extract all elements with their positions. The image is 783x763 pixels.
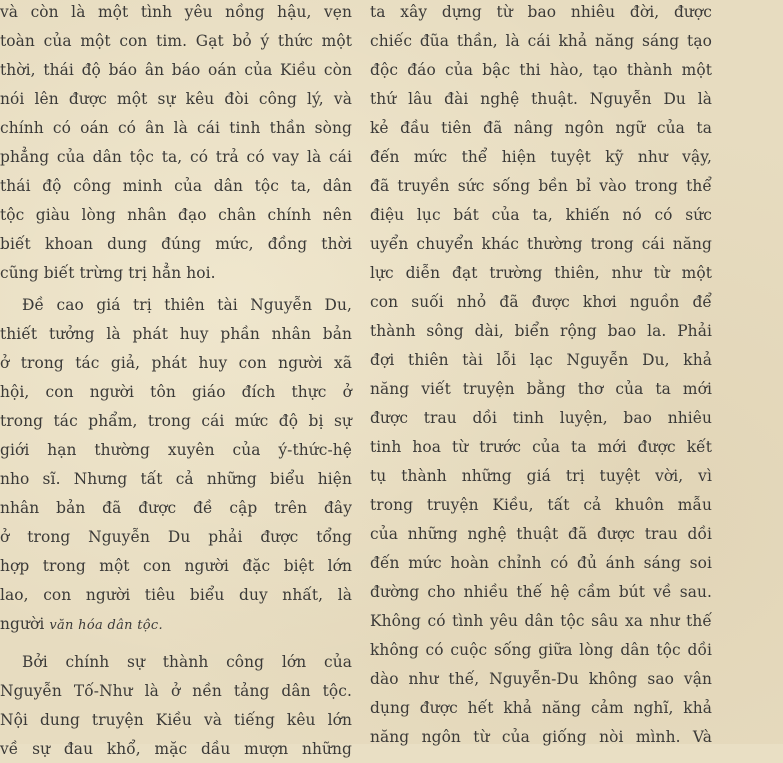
- text-line: lao, con người tiêu biểu duy nhất, là: [0, 586, 352, 604]
- italic-emphasis: văn hóa dân tộc.: [49, 618, 163, 633]
- text-line: đến mức hoàn chỉnh có đủ ánh sáng soi: [370, 554, 712, 572]
- text-line: hội, con người tôn giáo đích thực ở: [0, 383, 352, 401]
- text-line: thái độ công minh của dân tộc ta, dân: [0, 177, 352, 195]
- text-line: nói lên được một sự kêu đòi công lý, và: [0, 90, 352, 108]
- text-line: thiết tưởng là phát huy phần nhân bản: [0, 325, 352, 343]
- text-line: giới hạn thường xuyên của ý-thức-hệ: [0, 441, 352, 459]
- text-line: của những nghệ thuật đã được trau dồi: [370, 525, 712, 543]
- text-line: đường cho nhiều thế hệ cầm bút về sau.: [370, 583, 712, 601]
- text-line: chính có oán có ân là cái tinh thần sòng: [0, 119, 352, 137]
- text-line: ta xây dựng từ bao nhiêu đời, được: [370, 3, 712, 21]
- text-line: biết khoan dung đúng mức, đồng thời: [0, 235, 352, 253]
- text-line: chiếc đũa thần, là cái khả năng sáng tạo: [370, 32, 712, 50]
- text-line: tụ thành những giá trị tuyệt vời, vì: [370, 467, 712, 485]
- paragraph-start-line: Đề cao giá trị thiên tài Nguyễn Du,: [22, 296, 352, 314]
- text-line: đến mức thể hiện tuyệt kỹ như vậy,: [370, 148, 712, 166]
- paragraph-end-line: cũng biết trừng trị hẳn hoi.: [0, 264, 216, 282]
- text-line: dào như thế, Nguyễn-Du không sao vận: [370, 670, 712, 688]
- text-line: thành sông dài, biển rộng bao la. Phải: [370, 322, 712, 340]
- text-segment: người: [0, 615, 50, 633]
- text-line: đợi thiên tài lỗi lạc Nguyễn Du, khả: [370, 351, 712, 369]
- text-line: thời, thái độ báo ân báo oán của Kiều còn: [0, 61, 352, 79]
- text-line: thứ lâu đài nghệ thuật. Nguyễn Du là: [370, 90, 712, 108]
- text-line: Không có tình yêu dân tộc sâu xa như thế: [370, 612, 712, 630]
- text-line: tinh hoa từ trước của ta mới được kết: [370, 438, 712, 456]
- text-line: phẳng của dân tộc ta, có trả có vay là cái: [0, 148, 352, 166]
- paragraph-start-line: Bởi chính sự thành công lớn của: [22, 653, 352, 671]
- text-line: nhân bản đã được đề cập trên đây: [0, 499, 352, 517]
- text-line: đã truyền sức sống bền bỉ vào trong thể: [370, 177, 712, 195]
- text-line: lực diễn đạt trường thiên, như từ một: [370, 264, 712, 282]
- text-line: toàn của một con tim. Gạt bỏ ý thức một: [0, 32, 352, 50]
- text-line: trong truyện Kiều, tất cả khuôn mẫu: [370, 496, 712, 514]
- text-line: hợp trong một con người đặc biệt lớn: [0, 557, 352, 575]
- text-line: uyển chuyển khác thường trong cái năng: [370, 235, 712, 253]
- text-line: ở trong Nguyễn Du phải được tổng: [0, 528, 352, 546]
- text-line: và còn là một tình yêu nồng hậu, vẹn: [0, 3, 352, 21]
- paragraph-end-line: [0, 610, 352, 638]
- text-line: không có cuộc sống giữa lòng dân tộc dồi: [370, 641, 712, 659]
- text-line: con suối nhỏ đã được khơi nguồn để: [370, 293, 712, 311]
- text-line: Nguyễn Tố-Như là ở nền tảng dân tộc.: [0, 682, 352, 700]
- text-line: về sự đau khổ, mặc dầu mượn những: [0, 740, 352, 758]
- text-line: điệu lục bát của ta, khiến nó có sức: [370, 206, 712, 224]
- text-line: năng viết truyện bằng thơ của ta mới: [370, 380, 712, 398]
- text-line: trong tác phẩm, trong cái mức độ bị sự: [0, 412, 352, 430]
- text-line: được trau dồi tinh luyện, bao nhiêu: [370, 409, 712, 427]
- text-line: Nội dung truyện Kiều và tiếng kêu lớn: [0, 711, 352, 729]
- text-line: độc đáo của bậc thi hào, tạo thành một: [370, 61, 712, 79]
- text-line: ở trong tác giả, phát huy con người xã: [0, 354, 352, 372]
- text-line: kẻ đầu tiên đã nâng ngôn ngữ của ta: [370, 119, 712, 137]
- text-line: tộc giàu lòng nhân đạo chân chính nên: [0, 206, 352, 224]
- text-line: năng ngôn từ của giống nòi mình. Và: [370, 728, 712, 746]
- text-line: dụng được hết khả năng cảm nghĩ, khả: [370, 699, 712, 717]
- text-line: nho sĩ. Nhưng tất cả những biểu hiện: [0, 470, 352, 488]
